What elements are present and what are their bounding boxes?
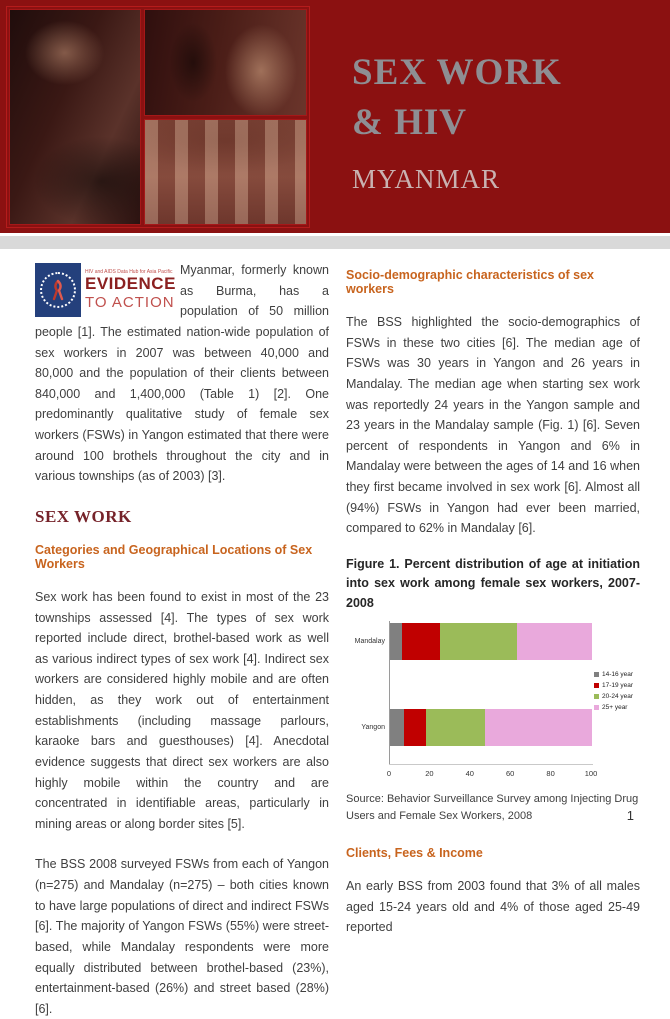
legend-swatch-icon xyxy=(594,672,599,677)
page-content xyxy=(0,260,670,1019)
photo-column xyxy=(144,9,307,225)
photo-sex-worker-portrait xyxy=(144,9,307,116)
heading-clients-fees-income: Clients, Fees & Income xyxy=(346,846,483,860)
photo-brothel-interior xyxy=(9,9,141,225)
chart-x-tick-label: 80 xyxy=(546,769,555,778)
chart-legend-item xyxy=(594,693,633,700)
chart-bar-yangon xyxy=(390,709,592,746)
chart-x-tick-label: 100 xyxy=(584,769,598,778)
chart-x-tick-label: 60 xyxy=(506,769,515,778)
report-subtitle-country: MYANMAR xyxy=(352,163,501,194)
figure1-caption: Figure 1. Percent distribution of age at initiation into sex work among female sex workers, 2007-2008 xyxy=(346,556,640,610)
intro-paragraph: Myanmar, formerly known as Burma, has a population of 50 million people [1]. The estimated nation-wide population of sex workers in 2007 was between 40,000 and 80,000 and the population of their clients between 840,000 and 1,400,000 (Table 1) [2]. One predominantly qualitative study of female sex workers (FSWs) in Yangon estimated that there were around 100 brothels throughout the city and in various townships (as of 2003) [3]. xyxy=(35,263,329,484)
logo-to-action-text: TO ACTION xyxy=(85,293,175,311)
bar-segment xyxy=(440,623,517,660)
legend-swatch-icon xyxy=(594,683,599,688)
legend-label: 17-19 year xyxy=(602,682,634,689)
chart-x-tick-label: 0 xyxy=(386,769,392,778)
paragraph-clients-fees: An early BSS from 2003 found that 3% of all males aged 15-24 years old and 4% of those aged 25-49 reported xyxy=(346,879,640,935)
figure1-source-note: Source: Behavior Surveillance Survey among Injecting Drug Users and Female Sex Workers, 2008 xyxy=(346,793,639,822)
bar-segment xyxy=(402,623,440,660)
chart-x-tick-label: 20 xyxy=(425,769,434,778)
paragraph-sex-work-types: Sex work has been found to exist in most of the 23 townships assessed [4]. The types of sex work reported include direct, brothel-based work as well as various indirect types of sex work [4]. Indirect sex workers are considered highly mobile and are often hidden, as they work out of entertainment establishments (including massage parlours, karaoke bars and guesthouses) [4]. Anecdotal evidence suggests that direct sex workers are also highly mobile within the country and are concentrated in identifiable areas, particularly in mining areas or along border sites [5]. xyxy=(35,589,329,831)
logo-evidence-text: EVIDENCE xyxy=(85,274,176,294)
legend-label: 20-24 year xyxy=(602,693,634,700)
bar-segment xyxy=(517,623,592,660)
bar-segment xyxy=(485,709,592,746)
legend-swatch-icon xyxy=(594,705,599,710)
paragraph-bss-2008: The BSS 2008 surveyed FSWs from each of Yangon (n=275) and Mandalay (n=275) – both cities known to have large populations of direct and indirect FSWs [6]. The majority of Yangon FSWs (55%) were street-based, while Mandalay respondents were more equally distributed between brothel-based (23%), entertainment-based (26%) and street based (28%) [6]. xyxy=(35,857,329,1016)
paragraph-socio-demographics: The BSS highlighted the socio-demographics of FSWs in these two cities [6]. The median age of FSWs was 30 years in Yangon and 26 years in Mandalay. The median age when starting sex work was reportedly 24 years in the Yangon sample and 23 years in the Mandalay sample (Fig. 1) [6]. Seven percent of respondents in Yangon and 6% in Mandalay were between the ages of 14 and 16 when they first became involved in sex work [6]. Almost all (94%) FSWs in Yangon had ever been married, compared to 62% in Mandalay [6]. xyxy=(346,315,640,536)
chart-legend-item xyxy=(594,671,633,678)
bar-segment xyxy=(404,709,426,746)
chart-x-tick-label: 40 xyxy=(465,769,474,778)
bar-segment xyxy=(426,709,485,746)
chart-legend-item xyxy=(594,704,633,711)
chart-legend xyxy=(594,671,633,711)
photo-collage xyxy=(6,6,310,228)
report-title-line2: & HIV xyxy=(352,101,467,143)
evidence-to-action-logo xyxy=(35,263,176,317)
page-header-banner xyxy=(0,0,670,233)
photo-women-group xyxy=(144,119,307,225)
legend-label: 25+ year xyxy=(602,704,628,711)
chart-category-label: Mandalay xyxy=(354,637,385,645)
subheading-categories-locations: Categories and Geographical Locations of Sex Workers xyxy=(35,542,313,571)
left-column xyxy=(35,260,329,1019)
figure1-stacked-bar-chart xyxy=(346,621,640,781)
header-divider-band xyxy=(0,236,670,249)
legend-swatch-icon xyxy=(594,694,599,699)
aids-ribbon-icon xyxy=(48,279,68,301)
chart-bar-mandalay xyxy=(390,623,592,660)
page-number: 1 xyxy=(626,808,634,823)
bar-segment xyxy=(390,709,404,746)
logo-tagline: HIV and AIDS Data Hub for Asia Pacific xyxy=(85,269,173,276)
intro-paragraph-wrap xyxy=(35,260,329,487)
right-column xyxy=(346,260,640,1019)
legend-label: 14-16 year xyxy=(602,671,634,678)
chart-x-axis xyxy=(389,764,593,765)
report-title-block xyxy=(352,48,562,195)
logo-text-side xyxy=(81,263,176,317)
chart-category-label: Yangon xyxy=(361,723,385,731)
report-title-line1: SEX WORK xyxy=(352,52,562,93)
wreath-circle-icon xyxy=(40,272,76,308)
bar-segment xyxy=(390,623,402,660)
data-hub-emblem xyxy=(35,263,81,317)
section-heading-sex-work: SEX WORK xyxy=(35,506,132,526)
chart-legend-item xyxy=(594,682,633,689)
heading-socio-demographic: Socio-demographic characteristics of sex workers xyxy=(346,268,595,296)
